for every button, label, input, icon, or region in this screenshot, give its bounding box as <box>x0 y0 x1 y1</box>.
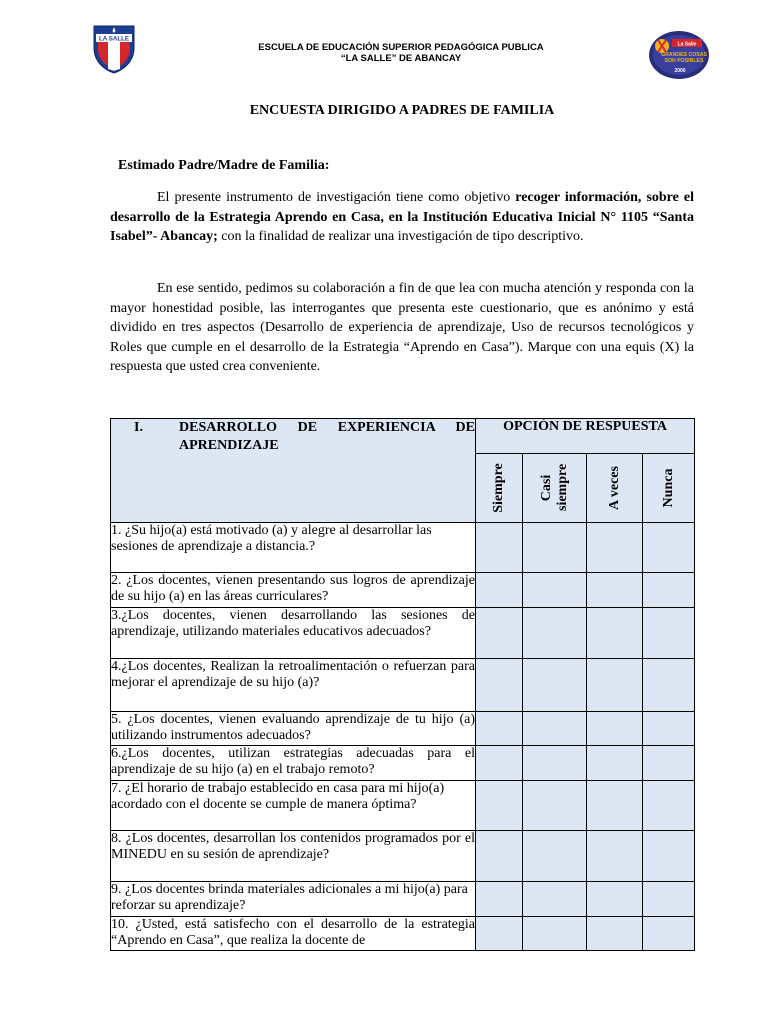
badge-year: 2000 <box>674 68 686 74</box>
option-header-casi-siempre <box>523 454 587 523</box>
answer-cell-a-veces[interactable] <box>587 781 643 831</box>
answer-cell-a-veces[interactable] <box>587 523 643 573</box>
answer-cell-nunca[interactable] <box>643 659 695 712</box>
option-label: Casi siempre <box>538 463 570 511</box>
answer-cell-siempre[interactable] <box>476 523 523 573</box>
answer-cell-nunca[interactable] <box>643 917 695 951</box>
option-header-a-veces <box>587 454 643 523</box>
answer-cell-a-veces[interactable] <box>587 608 643 659</box>
intro-text-bold: recoger información, sobre el desarrollo de la Estrategia Aprendo en Casa, en la Institución Educativa Inicial N° 1105 “Santa Isabel”- Abancay; <box>110 190 694 244</box>
salutation: Estimado Padre/Madre de Familia: <box>118 158 330 173</box>
section-number: I. <box>134 420 143 435</box>
option-label: A veces <box>606 466 622 510</box>
institution-name: ESCUELA DE EDUCACIÓN SUPERIOR PEDAGÓGICA PUBLICA <box>258 42 544 53</box>
answer-cell-a-veces[interactable] <box>587 746 643 781</box>
answer-cell-siempre[interactable] <box>476 659 523 712</box>
table-row <box>111 882 695 917</box>
answer-cell-casi-siempre[interactable] <box>523 573 587 608</box>
answer-cell-a-veces[interactable] <box>587 659 643 712</box>
answer-cell-casi-siempre[interactable] <box>523 882 587 917</box>
table-row <box>111 608 695 659</box>
answer-cell-nunca[interactable] <box>643 746 695 781</box>
intro-paragraph <box>110 188 694 247</box>
options-header: OPCIÒN DE RESPUESTA <box>476 419 695 454</box>
question-text: 9. ¿Los docentes brinda materiales adicionales a mi hijo(a) para reforzar su aprendizaje? <box>111 882 476 917</box>
answer-cell-a-veces[interactable] <box>587 712 643 746</box>
table-row <box>111 917 695 951</box>
answer-cell-nunca[interactable] <box>643 781 695 831</box>
question-text: 10. ¿Usted, está satisfecho con el desarrollo de la estrategia “Aprendo en Casa”, que realiza la docente de <box>111 917 476 951</box>
section-header <box>111 419 476 523</box>
answer-cell-siempre[interactable] <box>476 781 523 831</box>
option-header-nunca <box>643 454 695 523</box>
answer-cell-nunca[interactable] <box>643 831 695 882</box>
question-text: 6.¿Los docentes, utilizan estrategias adecuadas para el aprendizaje de su hijo (a) en el trabajo remoto? <box>111 746 476 781</box>
question-text: 4.¿Los docentes, Realizan la retroalimentación o refuerzan para mejorar el aprendizaje de su hijo (a)? <box>111 659 476 712</box>
answer-cell-casi-siempre[interactable] <box>523 917 587 951</box>
answer-cell-casi-siempre[interactable] <box>523 523 587 573</box>
answer-cell-siempre[interactable] <box>476 746 523 781</box>
answer-cell-casi-siempre[interactable] <box>523 659 587 712</box>
table-row <box>111 831 695 882</box>
question-text: 2. ¿Los docentes, vienen presentando sus logros de aprendizaje de su hijo (a) en las áreas curriculares? <box>111 573 476 608</box>
answer-cell-siempre[interactable] <box>476 831 523 882</box>
answer-cell-siempre[interactable] <box>476 882 523 917</box>
badge-text-1: GRANDES COSAS <box>661 52 707 58</box>
instructions-text: En ese sentido, pedimos su colaboración a fin de que lea con mucha atención y responda con la mayor honestidad posible, las interrogantes que presenta este cuestionario, que es anónimo y está dividido en tres aspectos (Desarrollo de experiencia de aprendizaje, Uso de recursos tecnológicos y Roles que cumple en el desarrollo de la Estrategia “Aprendo en Casa”). Marque con una equis (X) la respuesta que usted crea conveniente. <box>110 281 694 374</box>
answer-cell-nunca[interactable] <box>643 573 695 608</box>
institution-city: “LA SALLE” DE ABANCAY <box>340 53 462 64</box>
survey-title: ENCUESTA DIRIGIDO A PADRES DE FAMILIA <box>249 103 555 118</box>
answer-cell-a-veces[interactable] <box>587 917 643 951</box>
intro-text-2: con la finalidad de realizar una investigación de tipo descriptivo. <box>217 229 584 244</box>
option-label: Siempre <box>491 463 506 513</box>
answer-cell-casi-siempre[interactable] <box>523 746 587 781</box>
survey-table <box>110 418 695 951</box>
table-row <box>111 573 695 608</box>
logo-text: LA SALLE <box>98 35 130 43</box>
table-row <box>111 523 695 573</box>
anniversary-badge-icon <box>648 30 710 80</box>
option-header-siempre <box>476 454 523 523</box>
answer-cell-a-veces[interactable] <box>587 573 643 608</box>
answer-cell-casi-siempre[interactable] <box>523 712 587 746</box>
question-text: 5. ¿Los docentes, vienen evaluando aprendizaje de tu hijo (a) utilizando instrumentos adecuados? <box>111 712 476 746</box>
question-text: 3.¿Los docentes, vienen desarrollando las sesiones de aprendizaje, utilizando materiales educativos adecuados? <box>111 608 476 659</box>
answer-cell-casi-siempre[interactable] <box>523 608 587 659</box>
section-title: DESARROLLO DE EXPERIENCIA DE APRENDIZAJE <box>179 420 475 453</box>
table-row <box>111 659 695 712</box>
answer-cell-casi-siempre[interactable] <box>523 831 587 882</box>
answer-cell-nunca[interactable] <box>643 712 695 746</box>
table-row <box>111 781 695 831</box>
answer-cell-a-veces[interactable] <box>587 831 643 882</box>
instructions-paragraph <box>110 279 694 377</box>
svg-text:La Salle: La Salle <box>677 41 697 48</box>
badge-text-2: SON POSIBLES <box>664 58 704 64</box>
answer-cell-siempre[interactable] <box>476 608 523 659</box>
answer-cell-casi-siempre[interactable] <box>523 781 587 831</box>
answer-cell-nunca[interactable] <box>643 608 695 659</box>
answer-cell-nunca[interactable] <box>643 882 695 917</box>
answer-cell-nunca[interactable] <box>643 523 695 573</box>
question-text: 8. ¿Los docentes, desarrollan los contenidos programados por el MINEDU en su sesión de aprendizaje? <box>111 831 476 882</box>
answer-cell-siempre[interactable] <box>476 917 523 951</box>
option-label: Nunca <box>660 468 676 508</box>
table-row <box>111 746 695 781</box>
answer-cell-a-veces[interactable] <box>587 882 643 917</box>
question-text: 1. ¿Su hijo(a) está motivado (a) y alegre al desarrollar las sesiones de aprendizaje a distancia.? <box>111 523 476 573</box>
question-text: 7. ¿El horario de trabajo establecido en casa para mi hijo(a) acordado con el docente se cumple de manera óptima? <box>111 781 476 831</box>
intro-text-1: El presente instrumento de investigación tiene como objetivo <box>157 190 516 205</box>
answer-cell-siempre[interactable] <box>476 573 523 608</box>
answer-cell-siempre[interactable] <box>476 712 523 746</box>
table-row <box>111 712 695 746</box>
